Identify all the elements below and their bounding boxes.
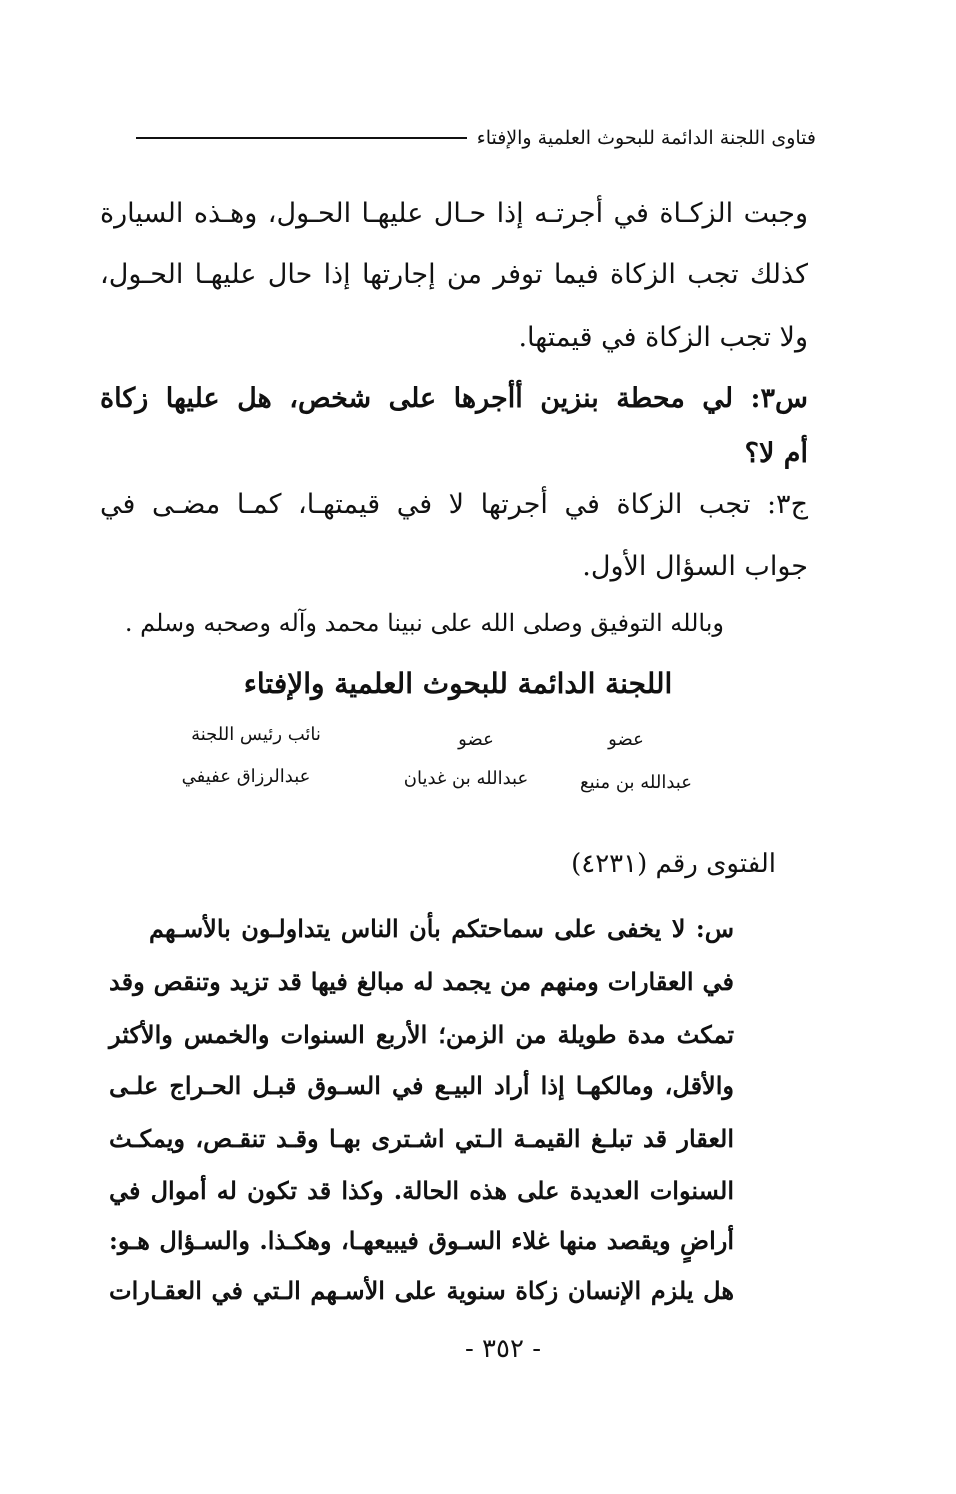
signatory-3-name: عبدالرزاق عفيفي — [181, 766, 311, 787]
question-line-4: والأقل، ومالكهـا إذا أراد البيـع في السـوق قبـل الحـراج علـى — [109, 1071, 734, 1100]
page-number: - ٣٥٢ - — [464, 1334, 542, 1364]
signatory-2-name: عبدالله بن غديان — [403, 768, 529, 789]
answer-line-1: وجبت الزكـاة في أجرتـه إذا حـال عليهـا الحـول، وهـذه السيارة — [100, 198, 808, 229]
question3-label: س٣: — [750, 383, 808, 414]
signatory-1-name: عبدالله بن منيع — [580, 772, 692, 793]
question-line-1: س: لا يخفى على سماحتكم بأن الناس يتداولـون بالأسـهم — [149, 914, 734, 943]
fatwa-number: الفتوى رقم (٤٢٣١) — [571, 849, 776, 879]
question-line-2: في العقارات ومنهم من يجمد له مبالغ فيها قد تزيد وتنقص وقد — [109, 967, 734, 996]
question3-line-2: أم لا؟ — [744, 438, 808, 469]
signatory-2-role: عضو — [458, 729, 494, 750]
committee-title: اللجنة الدائمة للبحوث العلمية والإفتاء — [243, 667, 673, 700]
answer3-label: ج٣: — [766, 489, 808, 520]
question-line-6: السنوات العديدة على هذه الحالة. وكذا قد تكون له أموال في — [109, 1176, 734, 1205]
signatory-1-role: عضو — [608, 729, 644, 750]
question-line-5: العقار قد تبلـغ القيمـة الـتي اشـترى بهـا وقـد تنقـص، ويمكـث — [109, 1124, 734, 1153]
question3-text-1: لي محطة بنزين أأجرها على شخص، هل عليها زكاة — [100, 383, 734, 414]
answer3-line-2: جواب السؤال الأول. — [582, 551, 808, 582]
question-line-8: هل يلزم الإنسان زكاة سنوية على الأسـهم الـتي في العقـارات — [109, 1276, 734, 1305]
question-line-3: تمكث مدة طويلة من الزمن؛ الأربع السنوات والخمس والأكثر — [109, 1020, 734, 1049]
answer3-text-1: تجب الزكاة في أجرتها لا في قيمتهـا، كمـا مضـى في — [100, 489, 751, 520]
answer-line-2: كذلك تجب الزكاة فيما توفر من إجارتها إذا حال عليهـا الحـول، — [100, 259, 808, 290]
signatory-3-role: نائب رئيس اللجنة — [191, 724, 321, 745]
running-header — [136, 118, 816, 158]
running-title: فتاوى اللجنة الدائمة للبحوث العلمية والإفتاء — [476, 127, 816, 149]
header-rule — [136, 137, 467, 139]
answer-line-3: ولا تجب الزكاة في قيمتها. — [518, 322, 808, 353]
question-line-7: أراضٍ ويقصد منها غلاء السـوق فيبيعهـا، وهكـذا. والسـؤال هـو: — [109, 1226, 734, 1255]
question3-line-1 — [100, 377, 808, 421]
closing-prayer: وبالله التوفيق وصلى الله على نبينا محمد وآله وصحبه وسلم . — [124, 609, 724, 637]
answer3-line-1 — [100, 483, 808, 527]
